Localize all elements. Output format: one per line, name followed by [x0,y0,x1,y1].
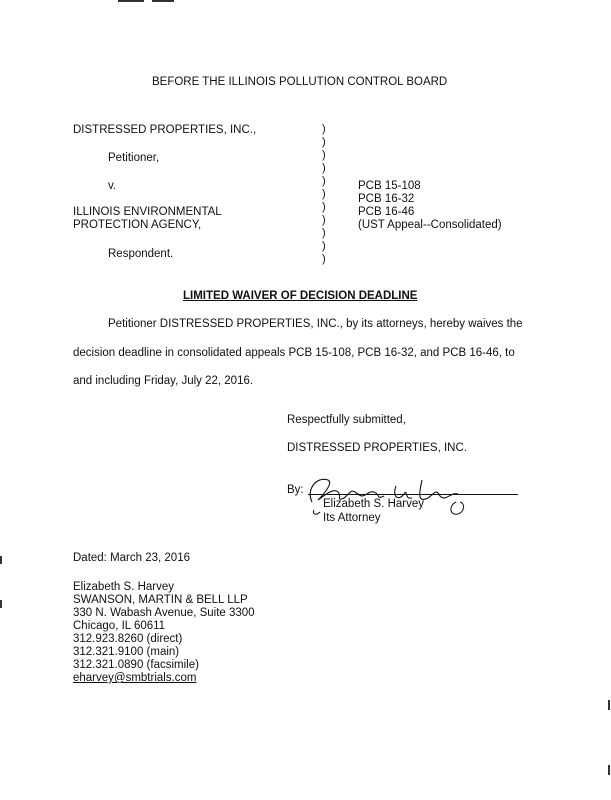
by-label: By: [287,484,304,496]
scan-mark [0,600,2,608]
contact-line: SWANSON, MARTIN & BELL LLP [73,594,248,606]
scan-mark [608,765,610,775]
body-line: decision deadline in consolidated appeals PCB 15-108, PCB 16-32, and PCB 16-46, to [73,347,515,359]
email-link[interactable]: eharvey@smbtrials.com [73,672,197,684]
scan-mark [0,556,2,564]
respondent-role: Respondent. [108,248,174,260]
contact-line: Chicago, IL 60611 [73,620,166,632]
scan-mark [118,0,144,2]
date-line: Dated: March 23, 2016 [73,552,190,564]
contact-line: Elizabeth S. Harvey [73,581,174,593]
board-heading: BEFORE THE ILLINOIS POLLUTION CONTROL BOARD [152,76,448,88]
contact-line: 312.321.0890 (facsimile) [73,659,199,671]
signing-party: DISTRESSED PROPERTIES, INC. [287,442,467,454]
case-number: PCB 16-32 [358,193,415,205]
contact-line: 330 N. Wabash Avenue, Suite 3300 [73,607,255,619]
scan-mark [152,0,174,2]
document-title: LIMITED WAIVER OF DECISION DEADLINE [183,290,418,302]
body-line: Petitioner DISTRESSED PROPERTIES, INC., by its attorneys, hereby waives the [108,318,523,330]
case-type: (UST Appeal--Consolidated) [358,219,502,231]
case-number: PCB 15-108 [358,180,421,192]
body-line: and including Friday, July 22, 2016. [73,375,254,387]
respondent-line-1: ILLINOIS ENVIRONMENTAL [73,206,222,218]
scan-mark [608,700,610,710]
signature-line [308,494,518,495]
petitioner-name: DISTRESSED PROPERTIES, INC., [73,124,257,136]
signer-role: Its Attorney [323,512,381,524]
closing: Respectfully submitted, [287,414,406,426]
respondent-line-2: PROTECTION AGENCY, [73,219,202,231]
caption-parentheses: ) ) ) ) ) ) ) ) ) ) ) [322,123,326,265]
versus-label: v. [108,180,117,192]
signer-name: Elizabeth S. Harvey [323,498,424,510]
petitioner-role: Petitioner, [108,152,160,164]
case-number: PCB 16-46 [358,206,415,218]
contact-line: 312.923.8260 (direct) [73,633,183,645]
contact-line: 312.321.9100 (main) [73,646,180,658]
